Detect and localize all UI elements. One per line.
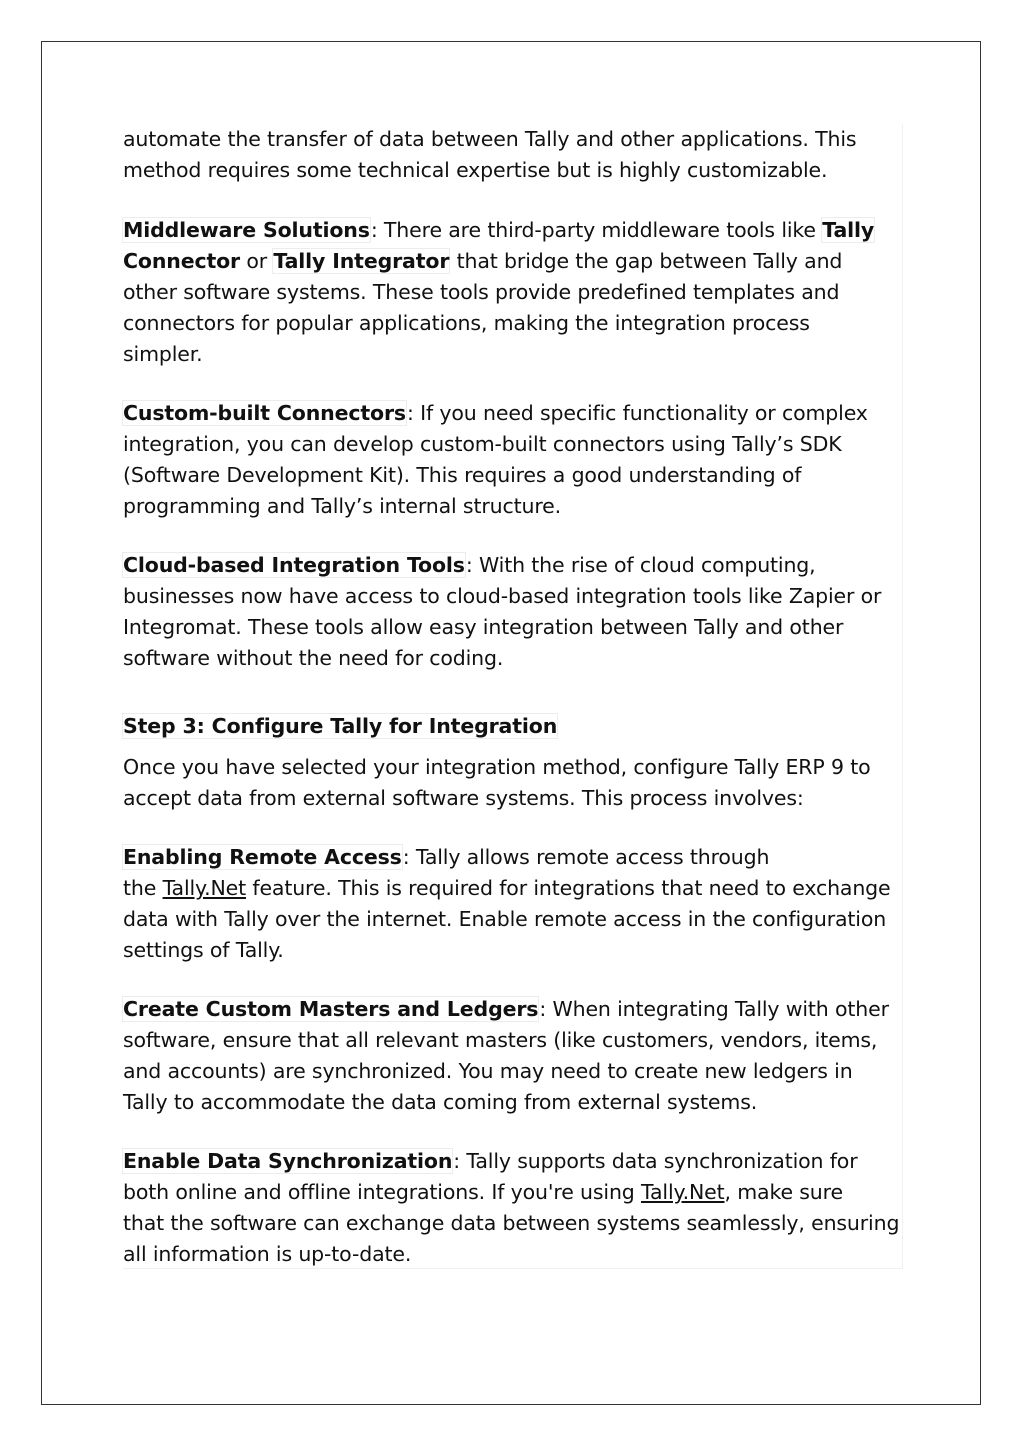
step-intro-line-1: Once you have selected your integration method, configure Tally ERP 9 to (123, 755, 871, 779)
cloud-line-2: businesses now have access to cloud-based integration tools like Zapier or (123, 584, 882, 608)
masters-paragraph (123, 994, 913, 1118)
step-heading-text: Step 3: Configure Tally for Integration (123, 714, 558, 738)
custom-line-3: (Software Development Kit). This requires a good understanding of (123, 463, 802, 487)
document-content (123, 124, 903, 1269)
middleware-line-5: simpler. (123, 342, 203, 366)
middleware-title: Middleware Solutions (123, 218, 370, 242)
custom-text-1: : If you need specific functionality or complex (406, 401, 868, 425)
remote-title: Enabling Remote Access (123, 845, 402, 869)
masters-line-3: and accounts) are synchronized. You may need to create new ledgers in (123, 1059, 853, 1083)
remote-pre: the (123, 876, 163, 900)
sync-paragraph (123, 1146, 913, 1270)
cloud-line-4: software without the need for coding. (123, 646, 504, 670)
remote-post: feature. This is required for integrations that need to exchange (246, 876, 891, 900)
middleware-line-4: connectors for popular applications, making the integration process (123, 311, 810, 335)
cloud-paragraph (123, 550, 913, 674)
intro-line-2: method requires some technical expertise but is highly customizable. (123, 158, 828, 182)
masters-text-1: : When integrating Tally with other (539, 997, 889, 1021)
step-heading (123, 711, 913, 742)
masters-line-2: software, ensure that all relevant masters (like customers, vendors, items, (123, 1028, 878, 1052)
middleware-text-1: : There are third-party middleware tools like (370, 218, 823, 242)
sync-post: , make sure (724, 1180, 843, 1204)
cloud-title: Cloud-based Integration Tools (123, 553, 465, 577)
remote-line-3: data with Tally over the internet. Enable remote access in the configuration (123, 907, 887, 931)
sync-pre: both online and offline integrations. If you're using (123, 1180, 642, 1204)
remote-paragraph (123, 842, 913, 966)
custom-line-4: programming and Tally’s internal structure. (123, 494, 561, 518)
step-intro-line-2: accept data from external software systems. This process involves: (123, 786, 804, 810)
tally-net-link-2[interactable]: Tally.Net (641, 1180, 725, 1204)
tally-net-link[interactable]: Tally.Net (162, 876, 247, 900)
remote-line-4: settings of Tally. (123, 938, 284, 962)
masters-title: Create Custom Masters and Ledgers (123, 997, 539, 1021)
intro-paragraph (123, 124, 913, 186)
custom-line-2: integration, you can develop custom-built connectors using Tally’s SDK (123, 432, 842, 456)
sync-line-3: that the software can exchange data between systems seamlessly, ensuring (123, 1211, 900, 1235)
middleware-text-3: that bridge the gap between Tally and (450, 249, 843, 273)
custom-paragraph (123, 398, 913, 522)
custom-title: Custom-built Connectors (123, 401, 406, 425)
sync-title: Enable Data Synchronization (123, 1149, 453, 1173)
cloud-text-1: : With the rise of cloud computing, (465, 553, 816, 577)
step-intro-paragraph (123, 752, 913, 814)
cloud-line-3: Integromat. These tools allow easy integration between Tally and other (123, 615, 844, 639)
intro-line-1: automate the transfer of data between Tally and other applications. This (123, 127, 857, 151)
sync-text-1: : Tally supports data synchronization for (453, 1149, 858, 1173)
middleware-paragraph (123, 215, 913, 370)
middleware-bold-integrator: Tally Integrator (273, 249, 450, 273)
middleware-text-2: or (240, 249, 274, 273)
middleware-bold-connector: Connector (123, 249, 241, 273)
middleware-bold-tally: Tally (822, 218, 875, 242)
masters-line-4: Tally to accommodate the data coming from external systems. (123, 1090, 758, 1114)
remote-text-1: : Tally allows remote access through (402, 845, 770, 869)
sync-line-4: all information is up-to-date. (123, 1242, 412, 1266)
middleware-line-3: other software systems. These tools provide predefined templates and (123, 280, 840, 304)
